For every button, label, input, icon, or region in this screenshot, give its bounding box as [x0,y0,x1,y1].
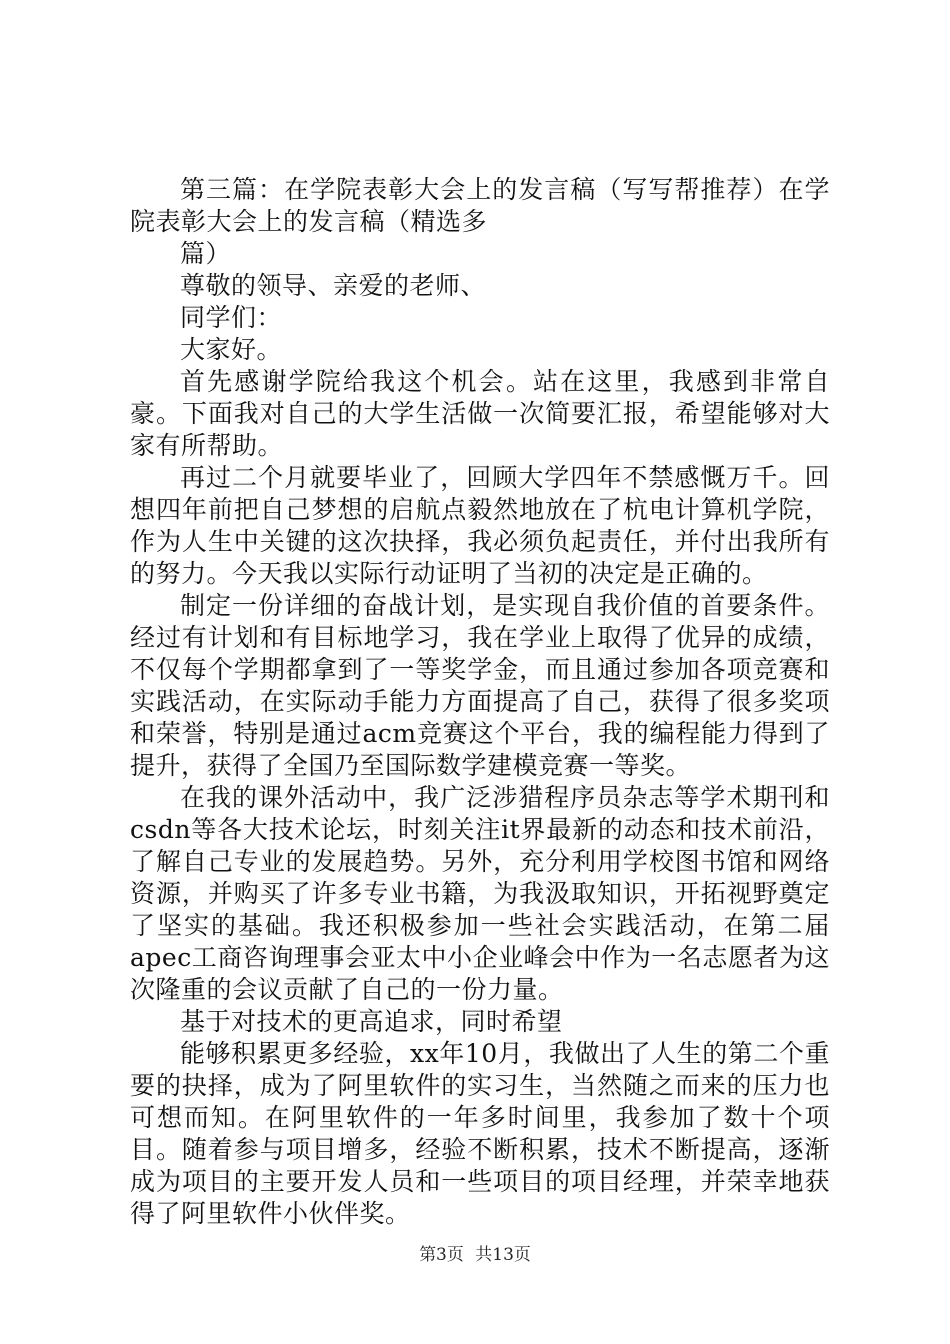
salutation-line-1: 尊敬的领导、亲爱的老师、 [180,271,487,300]
document-body [130,174,830,1230]
paragraph: 能够积累更多经验，xx年10月，我做出了人生的第二个重要的抉择，成为了阿里软件的实习生，当然随之而来的压力也可想而知。在阿里软件的一年多时间里，我参加了数十个项目。随着参与项目增多，经验不断积累，技术不断提高，逐渐成为项目的主要开发人员和一些项目的项目经理，并荣幸地获得了阿里软件小伙伴奖。 [130,1039,830,1228]
paragraph: 在我的课外活动中，我广泛涉猎程序员杂志等学术期刊和csdn等各大技术论坛，时刻关注it界最新的动态和技术前沿，了解自己专业的发展趋势。另外，充分利用学校图书馆和网络资源，并购买了许多专业书籍，为我汲取知识，开拓视野奠定了坚实的基础。我还积极参加一些社会实践活动，在第二届apec工商咨询理事会亚太中小企业峰会中作为一名志愿者为这次隆重的会议贡献了自己的一份力量。 [130,783,830,1004]
paragraph: 首先感谢学院给我这个机会。站在这里，我感到非常自豪。下面我对自己的大学生活做一次简要汇报，希望能够对大家有所帮助。 [130,367,830,460]
greeting: 大家好。 [180,335,283,364]
salutation-line-2: 同学们： [180,303,283,332]
document-title-tail: 篇） [180,239,232,268]
paragraph: 制定一份详细的奋战计划，是实现自我价值的首要条件。经过有计划和有目标地学习，我在学业上取得了优异的成绩，不仅每个学期都拿到了一等奖学金，而且通过参加各项竞赛和实践活动，在实际动手能力方面提高了自己，获得了很多奖项和荣誉，特别是通过acm竞赛这个平台，我的编程能力得到了提升，获得了全国乃至国际数学建模竞赛一等奖。 [130,591,830,780]
page-total: 共13页 [475,1245,531,1265]
page-number: 第3页 [419,1245,464,1265]
paragraph: 基于对技术的更高追求，同时希望 [180,1007,563,1036]
paragraph: 再过二个月就要毕业了，回顾大学四年不禁感慨万千。回想四年前把自己梦想的启航点毅然地放在了杭电计算机学院，作为人生中关键的这次抉择，我必须负起责任，并付出我所有的努力。今天我以实际行动证明了当初的决定是正确的。 [130,463,830,588]
document-title: 第三篇：在学院表彰大会上的发言稿（写写帮推荐）在学院表彰大会上的发言稿（精选多 [130,175,830,236]
page-footer [0,1240,950,1265]
